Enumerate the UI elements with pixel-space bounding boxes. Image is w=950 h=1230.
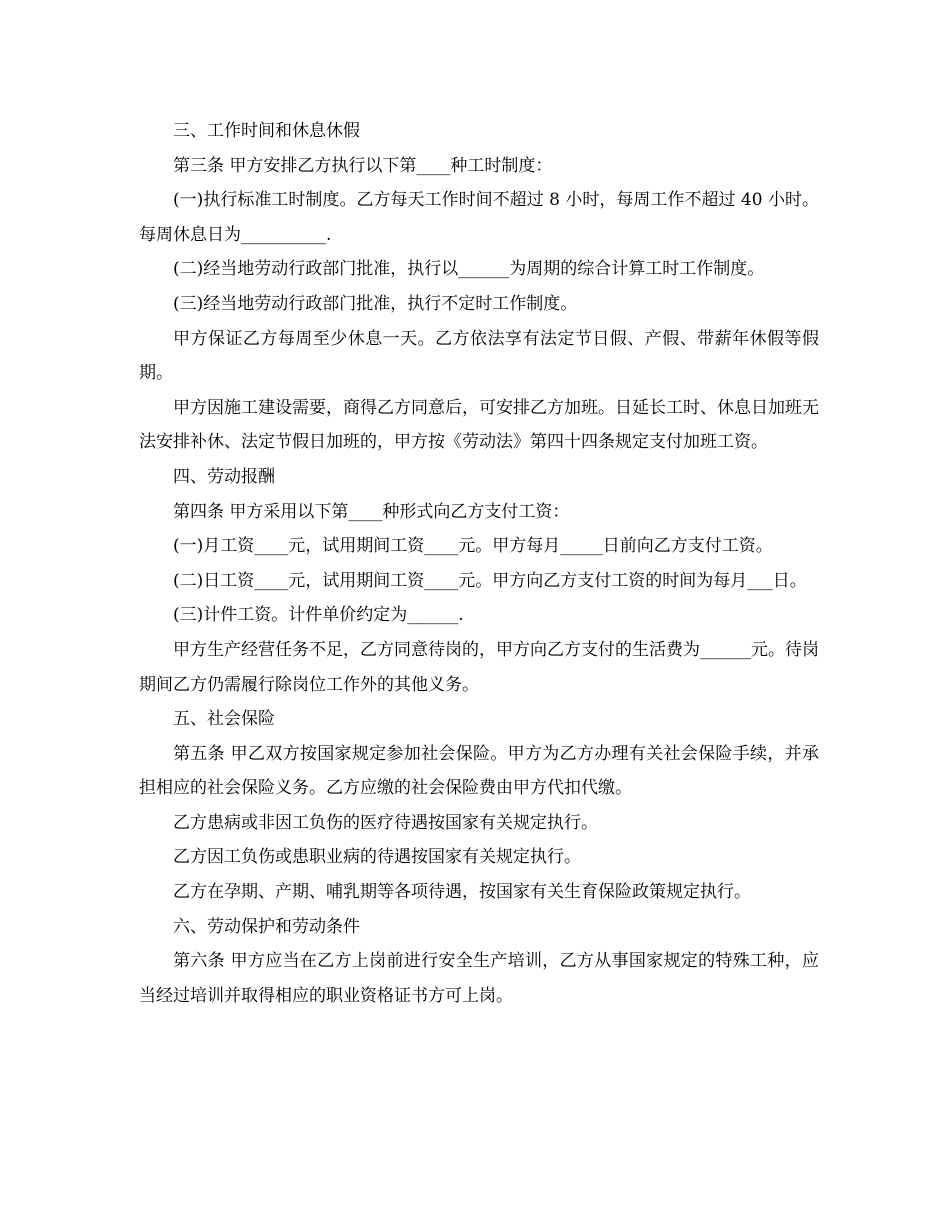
article-4-item-3: (三)计件工资。计件单价约定为______. xyxy=(173,605,464,626)
article-3-item-2: (二)经当地劳动行政部门批准，执行以______为周期的综合计算工时工作制度。 xyxy=(173,259,765,280)
article-3-item-1: (一)执行标准工时制度。乙方每天工作时间不超过 8 小时，每周工作不超过 40 小时。每周休息日为__________. xyxy=(139,190,819,245)
article-5: 第五条 甲乙双方按国家规定参加社会保险。甲方为乙方办理有关社会保险手续，并承担相应的社会保险义务。乙方应缴的社会保险费由甲方代扣代缴。 xyxy=(139,743,819,799)
article-6: 第六条 甲方应当在乙方上岗前进行安全生产培训，乙方从事国家规定的特殊工种，应当经过培训并取得相应的职业资格证书方可上岗。 xyxy=(139,951,819,1006)
article-4-item-1: (一)月工资____元，试用期间工资____元。甲方每月_____日前向乙方支付工资。 xyxy=(173,536,773,557)
medical-treatment-paragraph: 乙方患病或非因工负伤的医疗待遇按国家有关规定执行。 xyxy=(173,812,598,833)
section-heading-remuneration: 四、劳动报酬 xyxy=(173,466,275,487)
article-3-item-3: (三)经当地劳动行政部门批准，执行不定时工作制度。 xyxy=(173,293,578,314)
section-heading-social-insurance: 五、社会保险 xyxy=(173,709,275,730)
article-4: 第四条 甲方采用以下第____种形式向乙方支付工资： xyxy=(173,501,570,522)
article-4-item-2: (二)日工资____元，试用期间工资____元。甲方向乙方支付工资的时间为每月___日。 xyxy=(173,570,807,591)
document-body xyxy=(139,114,819,1013)
overtime-paragraph: 甲方因施工建设需要，商得乙方同意后，可安排乙方加班。日延长工时、休息日加班无法安排补休、法定节假日加班的，甲方按《劳动法》第四十四条规定支付加班工资。 xyxy=(139,397,819,453)
section-heading-labor-protection: 六、劳动保护和劳动条件 xyxy=(173,916,360,937)
standby-paragraph: 甲方生产经营任务不足，乙方同意待岗的，甲方向乙方支付的生活费为______元。待岗期间乙方仍需履行除岗位工作外的其他义务。 xyxy=(139,639,819,695)
article-3: 第三条 甲方安排乙方执行以下第____种工时制度： xyxy=(173,155,553,176)
maternity-paragraph: 乙方在孕期、产期、哺乳期等各项待遇，按国家有关生育保险政策规定执行。 xyxy=(173,882,751,903)
work-injury-paragraph: 乙方因工负伤或患职业病的待遇按国家有关规定执行。 xyxy=(173,847,581,868)
section-heading-work-time: 三、工作时间和休息休假 xyxy=(173,121,360,141)
rest-guarantee-paragraph: 甲方保证乙方每周至少休息一天。乙方依法享有法定节日假、产假、带薪年休假等假期。 xyxy=(139,328,819,384)
